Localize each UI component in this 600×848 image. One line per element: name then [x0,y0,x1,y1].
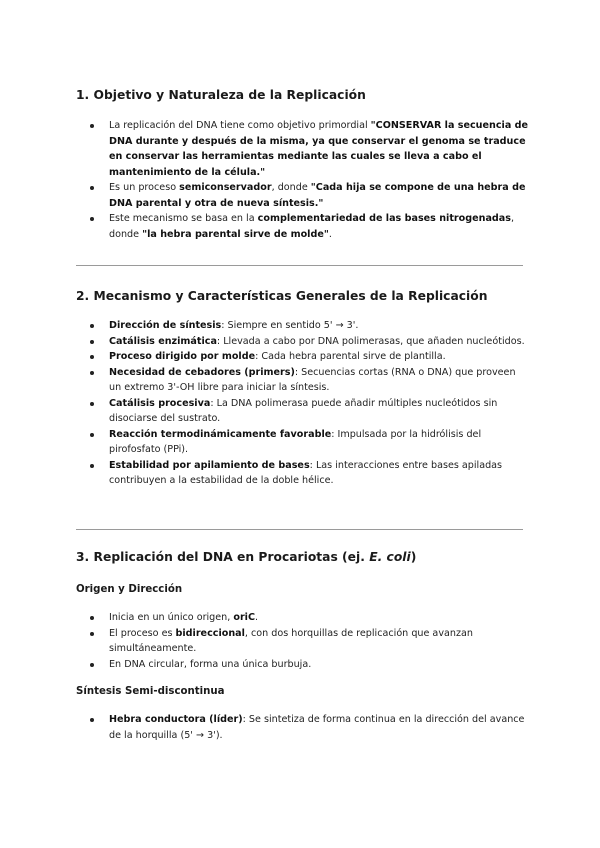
section-2-heading: 2. Mecanismo y Características Generales de la Replicación [76,289,488,303]
section-3-heading: 3. Replicación del DNA en Procariotas (ej. E. coli) [76,550,417,564]
list-item: La replicación del DNA tiene como objetivo primordial "CONSERVAR la secuencia de DNA durante y después de la misma, ya que conservar el genoma se traduce en conservar las herramientas mediante las cuales se lleva a cabo el mantenimiento de la célula." [76,118,528,180]
section-2-list [76,318,528,489]
sintesis-list [76,712,528,743]
subsection-heading-origen: Origen y Dirección [76,584,183,595]
list-item: Catálisis procesiva: La DNA polimerasa puede añadir múltiples nucleótidos sin disociarse del sustrato. [76,396,528,427]
list-item: Inicia en un único origen, oriC. [76,610,528,626]
section-1-heading: 1. Objetivo y Naturaleza de la Replicación [76,88,366,102]
list-item: Hebra conductora (líder): Se sintetiza de forma continua en la dirección del avance de la horquilla (5' → 3'). [76,712,528,743]
list-item: Reacción termodinámicamente favorable: Impulsada por la hidrólisis del pirofosfato (PPi). [76,427,528,458]
list-item: Necesidad de cebadores (primers): Secuencias cortas (RNA o DNA) que proveen un extremo 3'-OH libre para iniciar la síntesis. [76,365,528,396]
section-divider [76,529,523,530]
list-item: Dirección de síntesis: Siempre en sentido 5' → 3'. [76,318,528,334]
list-item: Es un proceso semiconservador, donde "Cada hija se compone de una hebra de DNA parental y otra de nueva síntesis." [76,180,528,211]
list-item: Proceso dirigido por molde: Cada hebra parental sirve de plantilla. [76,349,528,365]
section-1-list [76,118,528,242]
list-item: Estabilidad por apilamiento de bases: Las interacciones entre bases apiladas contribuyen a la estabilidad de la doble hélice. [76,458,528,489]
list-item: Catálisis enzimática: Llevada a cabo por DNA polimerasas, que añaden nucleótidos. [76,334,528,350]
list-item: En DNA circular, forma una única burbuja. [76,657,528,673]
list-item: El proceso es bidireccional, con dos horquillas de replicación que avanzan simultáneamente. [76,626,528,657]
subsection-heading-sintesis: Síntesis Semi-discontinua [76,686,225,697]
origen-list [76,610,528,672]
section-divider [76,265,523,266]
list-item: Este mecanismo se basa en la complementariedad de las bases nitrogenadas, donde "la hebra parental sirve de molde". [76,211,528,242]
